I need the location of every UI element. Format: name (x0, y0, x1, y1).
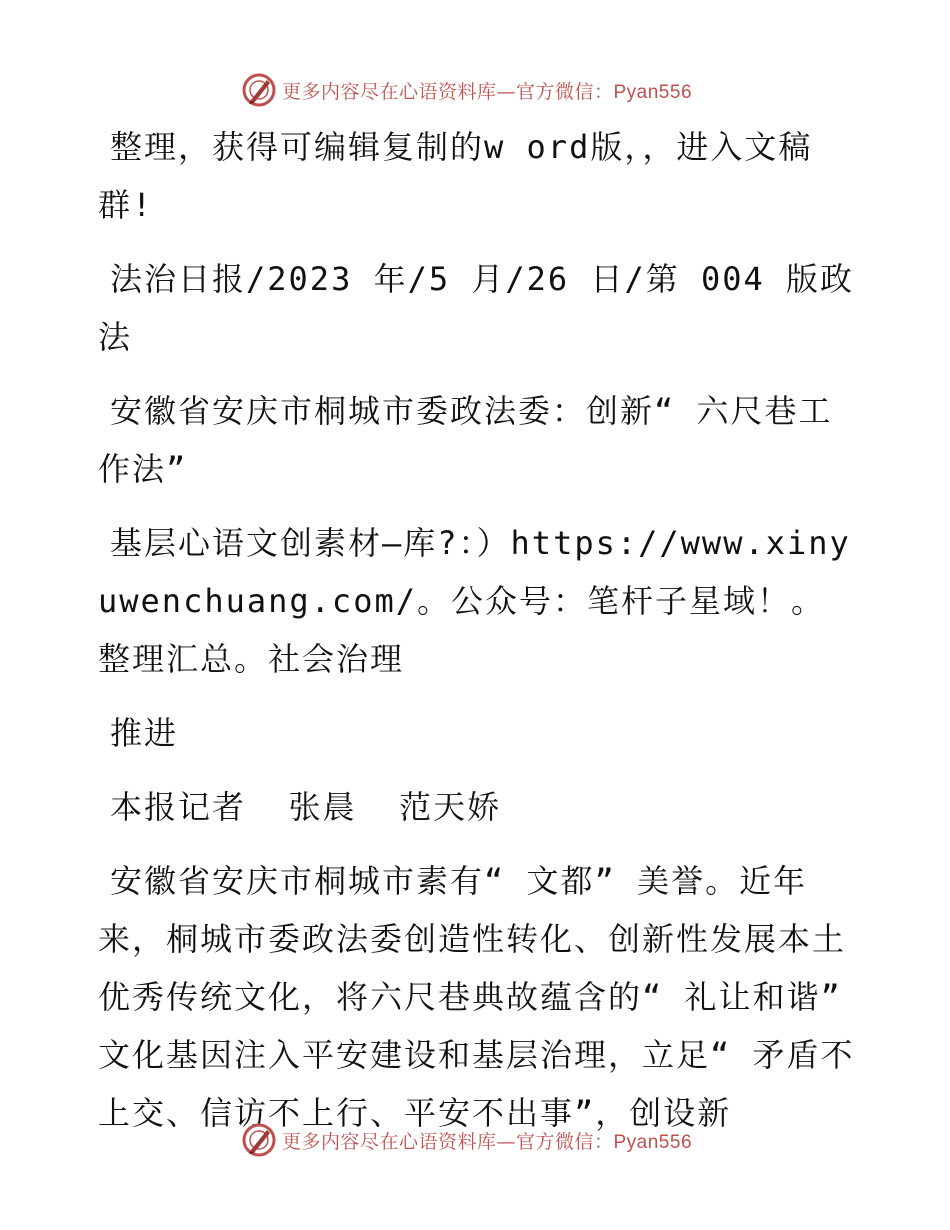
footer-watermark-banner (0, 1120, 950, 1160)
pen-logo-icon (242, 1123, 276, 1157)
paragraph-headline: 安徽省安庆市桐城市委政法委：创新“ 六尺巷工作法” (98, 392, 833, 488)
paragraph-promo: 基层心语文创素材—库?：）https://www.xinyuwenchuang.com/。公众号：笔杆子星域！。整理汇总。社会治理 (98, 524, 851, 678)
header-watermark-banner (0, 70, 950, 110)
paragraph-source: 法治日报/2023 年/5 月/26 日/第 004 版政法 (98, 260, 855, 356)
paragraph-body: 安徽省安庆市桐城市素有“ 文都” 美誉。近年来，桐城市委政法委创造性转化、创新性发展本土优秀传统文化，将六尺巷典故蕴含的“ 礼让和谐” 文化基因注入平安建设和基层治理，立足“ 矛盾不上交、信访不上行、平安不出事”，创设新 (98, 862, 864, 1132)
paragraph-intro: 整理，获得可编辑复制的w ord版，，进入文稿群! (98, 128, 813, 224)
banner-wechat-id: Pyan556 (613, 81, 693, 103)
banner-wechat-id: Pyan556 (613, 1131, 693, 1153)
banner-slogan: 更多内容尽在心语资料库—官方微信： (281, 80, 614, 103)
banner-inner (242, 1123, 692, 1157)
pen-logo-icon (242, 73, 276, 107)
banner-inner (242, 73, 692, 107)
banner-slogan: 更多内容尽在心语资料库—官方微信： (281, 1130, 614, 1153)
paragraph-byline: 本报记者 张晨 范天娇 (110, 788, 502, 826)
document-body (98, 118, 864, 1158)
banner-text (282, 77, 692, 104)
banner-text (282, 1127, 692, 1154)
paragraph-subheading: 推进 (110, 714, 179, 752)
